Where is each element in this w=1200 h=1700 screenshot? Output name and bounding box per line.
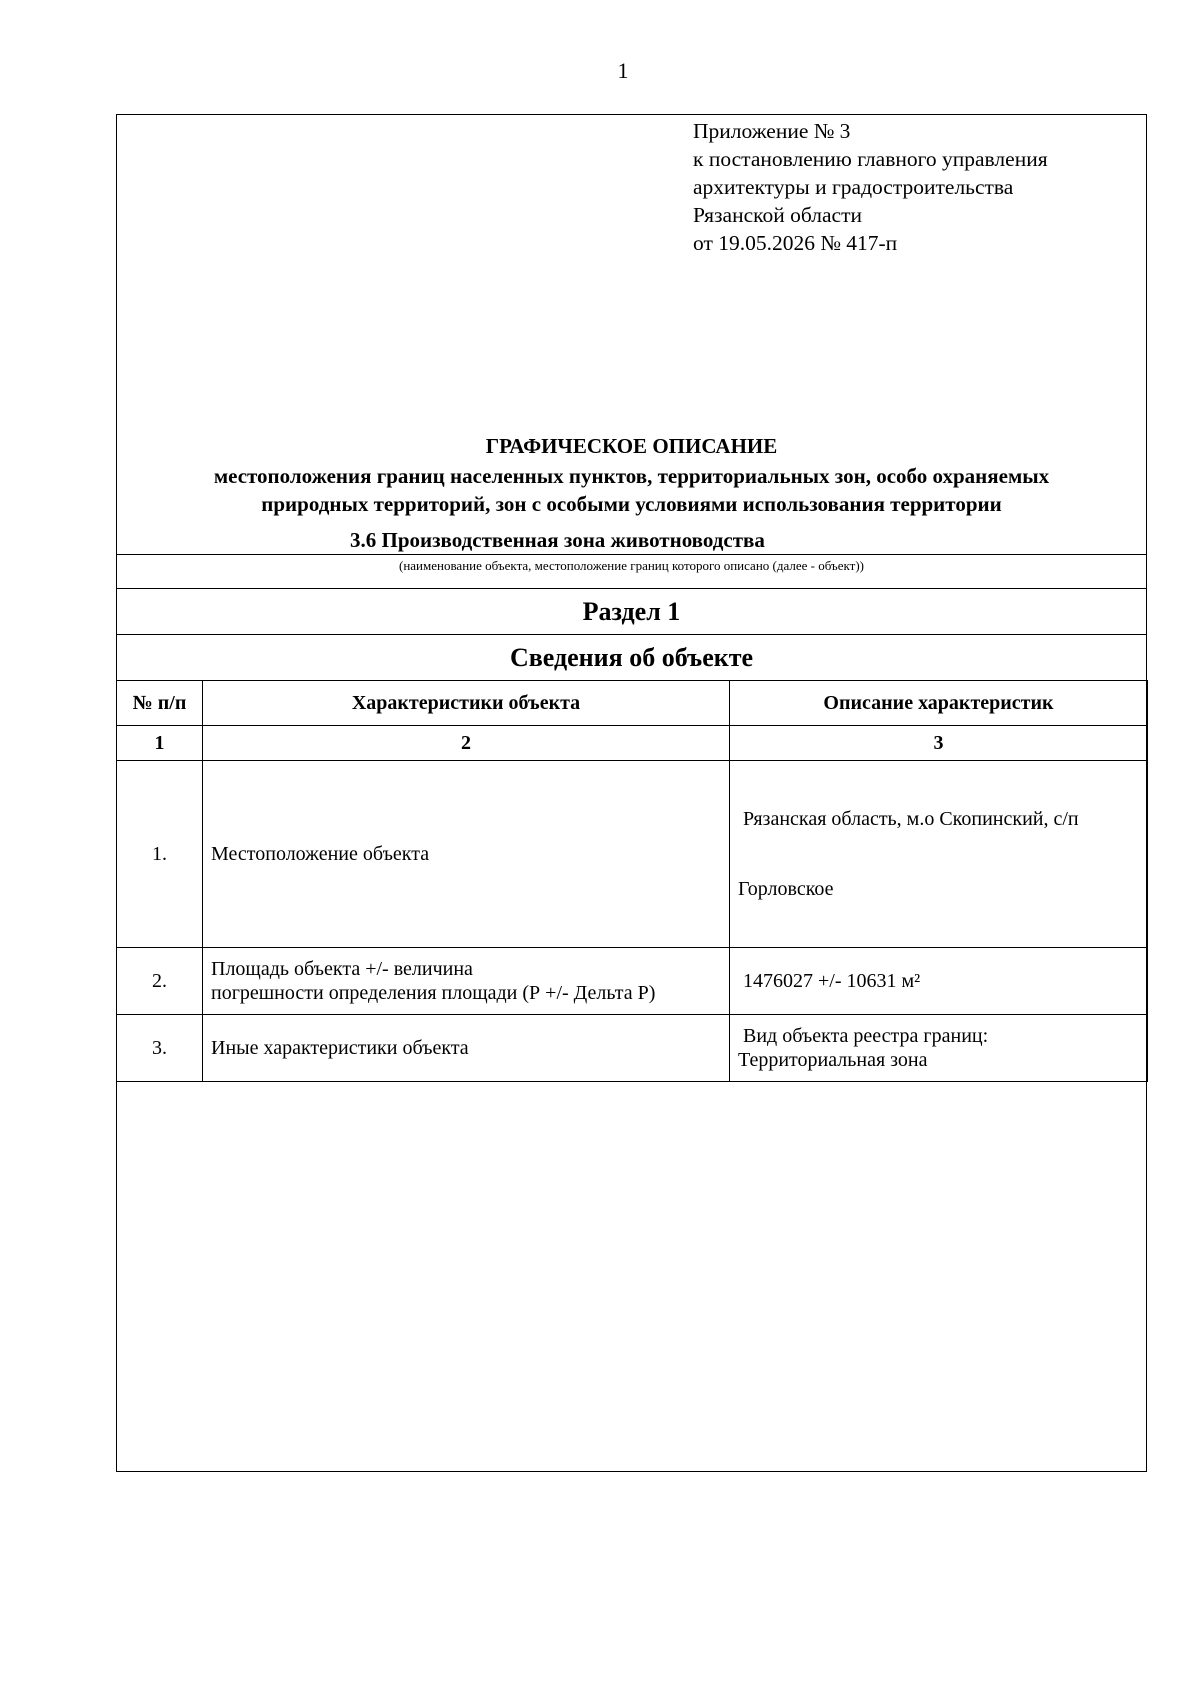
row-number: 2. bbox=[117, 948, 203, 1015]
table-column-numbers-row bbox=[117, 726, 1148, 761]
characteristic-cell bbox=[203, 761, 730, 948]
document-subtitle-line: природных территорий, зон с особыми условиями использования территории bbox=[261, 492, 1002, 516]
table-row bbox=[117, 948, 1148, 1015]
document-subtitle-line: местоположения границ населенных пунктов, территориальных зон, особо охраняемых bbox=[213, 464, 1050, 488]
cell-line: Горловское bbox=[738, 878, 834, 900]
object-info-table bbox=[116, 680, 1148, 1082]
cell-line: Вид объекта реестра границ: bbox=[738, 1025, 989, 1047]
document-title: ГРАФИЧЕСКОЕ ОПИСАНИЕ bbox=[485, 434, 778, 458]
table-row bbox=[117, 1015, 1148, 1082]
column-number: 2 bbox=[203, 726, 730, 761]
object-name-caption: (наименование объекта, местоположение границ которого описано (далее - объект)) bbox=[399, 558, 864, 573]
cell-line: Местоположение объекта bbox=[211, 843, 430, 865]
divider bbox=[116, 634, 1147, 635]
page-number: 1 bbox=[617, 58, 629, 83]
characteristic-cell bbox=[203, 948, 730, 1015]
table-header-cell: Описание характеристик bbox=[730, 681, 1148, 726]
description-cell bbox=[730, 1015, 1148, 1082]
section-title: Раздел 1 bbox=[582, 597, 681, 626]
appendix-block bbox=[693, 117, 1048, 257]
divider bbox=[116, 588, 1147, 589]
cell-line: Рязанская область, м.о Скопинский, с/п bbox=[738, 808, 1079, 830]
row-number: 1. bbox=[117, 761, 203, 948]
table-header-cell: Характеристики объекта bbox=[203, 681, 730, 726]
appendix-line: к постановлению главного управления bbox=[693, 147, 1048, 171]
characteristic-cell bbox=[203, 1015, 730, 1082]
section-subtitle: Сведения об объекте bbox=[509, 643, 754, 672]
table-row bbox=[117, 761, 1148, 948]
appendix-line: от 19.05.2026 № 417-п bbox=[693, 231, 898, 255]
table-header-row bbox=[117, 681, 1148, 726]
cell-line: погрешности определения площади (Р +/- Дельта Р) bbox=[211, 982, 656, 1004]
object-name: 3.6 Производственная зона животноводства bbox=[350, 528, 765, 552]
description-cell bbox=[730, 761, 1148, 948]
appendix-line: Приложение № 3 bbox=[693, 119, 851, 143]
appendix-line: Рязанской области bbox=[693, 203, 862, 227]
cell-line: Площадь объекта +/- величина bbox=[211, 958, 473, 980]
divider bbox=[116, 554, 1147, 555]
column-number: 1 bbox=[117, 726, 203, 761]
cell-line: Территориальная зона bbox=[738, 1049, 928, 1071]
table-header-cell: № п/п bbox=[117, 681, 203, 726]
row-number: 3. bbox=[117, 1015, 203, 1082]
cell-line: 1476027 +/- 10631 м² bbox=[738, 970, 921, 992]
appendix-line: архитектуры и градостроительства bbox=[693, 175, 1014, 199]
column-number: 3 bbox=[730, 726, 1148, 761]
description-cell bbox=[730, 948, 1148, 1015]
cell-line: Иные характеристики объекта bbox=[211, 1037, 469, 1059]
